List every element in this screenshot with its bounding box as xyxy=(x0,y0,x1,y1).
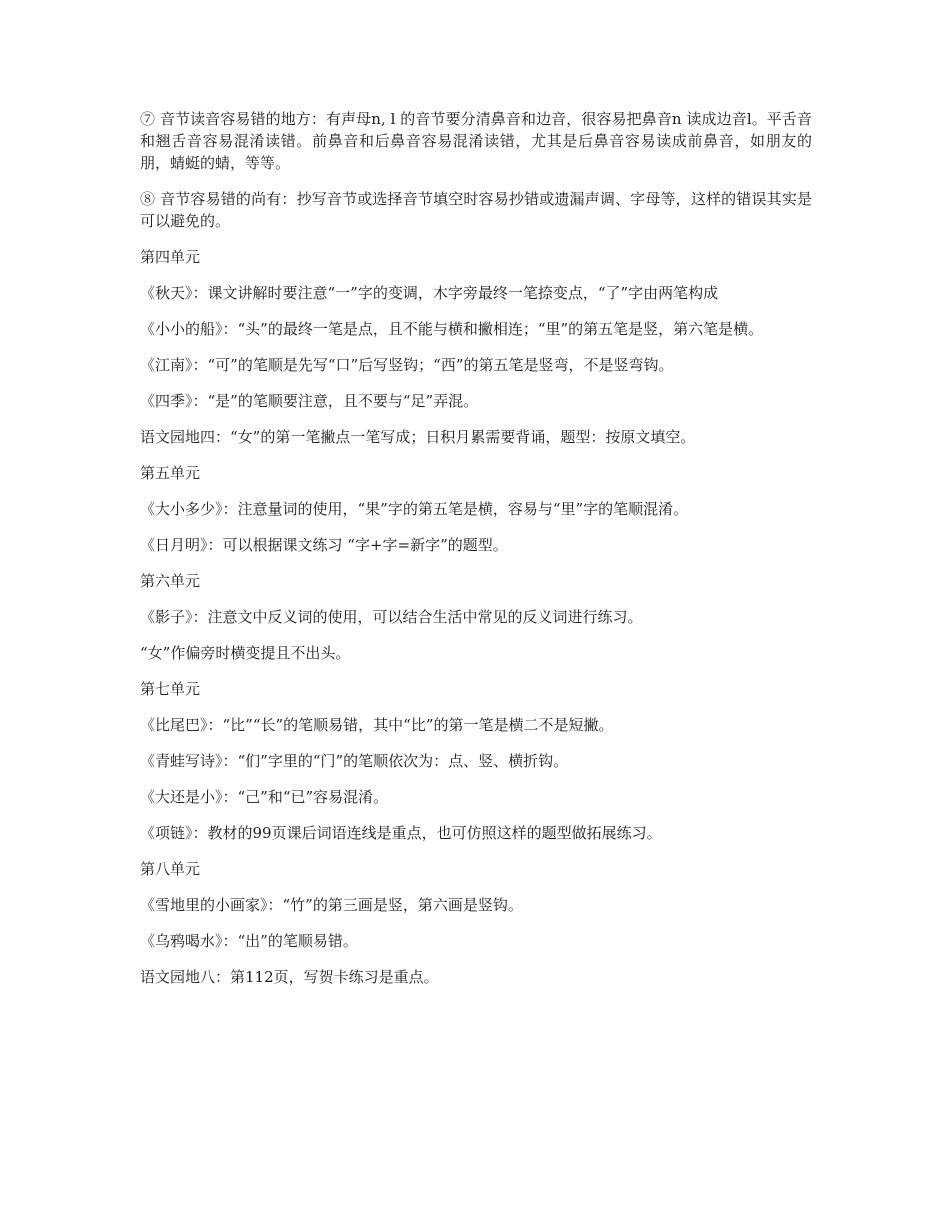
lesson-note-radical-nv: “女”作偏旁时横变提且不出头。 xyxy=(140,644,351,662)
unit-heading-5: 第五单元 xyxy=(140,464,201,482)
lesson-note-big-or-small: 《大还是小》：“己”和“已”容易混淆。 xyxy=(140,788,389,806)
lesson-note-little-boat: 《小小的船》：“头”的最终一笔是点，且不能与横和撇相连；“里”的第五笔是竖，第六笔是横。 xyxy=(140,320,764,338)
lesson-note-necklace: 《项链》：教材的99页课后词语连线是重点，也可仿照这样的题型做拓展练习。 xyxy=(140,824,662,842)
lesson-note-snow-painters: 《雪地里的小画家》：“竹”的第三画是竖，第六画是竖钩。 xyxy=(140,896,523,914)
unit-heading-7: 第七单元 xyxy=(140,680,201,698)
paragraph-syllable-errors-7: ⑦ 音节读音容易错的地方：有声母n, l 的音节要分清鼻音和边音，很容易把鼻音n 读成边音l。平舌音和翘舌音容易混淆读错。前鼻音和后鼻音容易混淆读错，尤其是后鼻音容易读成前鼻音，如朋友的朋，蜻蜓的蜻，等等。 xyxy=(140,110,812,172)
unit-heading-4: 第四单元 xyxy=(140,248,201,266)
lesson-note-garden-4: 语文园地四：“女”的第一笔撇点一笔写成；日积月累需要背诵，题型：按原文填空。 xyxy=(140,428,696,446)
lesson-note-autumn: 《秋天》：课文讲解时要注意“一”字的变调，木字旁最终一笔捺变点，“了”字由两笔构成 xyxy=(140,284,719,302)
lesson-note-frog-poem: 《青蛙写诗》：“们”字里的“门”的笔顺依次为：点、竖、横折钩。 xyxy=(140,752,569,770)
lesson-note-compare-tails: 《比尾巴》：“比”“长”的笔顺易错，其中“比”的第一笔是横二不是短撇。 xyxy=(140,716,614,734)
lesson-note-crow-drinks: 《乌鸦喝水》：“出”的笔顺易错。 xyxy=(140,932,358,950)
unit-heading-8: 第八单元 xyxy=(140,860,201,878)
lesson-note-shadow: 《影子》：注意文中反义词的使用，可以结合生活中常见的反义词进行练习。 xyxy=(140,608,643,626)
paragraph-syllable-errors-8: ⑧ 音节容易错的尚有：抄写音节或选择音节填空时容易抄错或遗漏声调、字母等，这样的错误其实是可以避免的。 xyxy=(140,190,812,230)
document-page xyxy=(140,108,812,1002)
lesson-note-garden-8: 语文园地八：第112页，写贺卡练习是重点。 xyxy=(140,968,439,986)
unit-heading-6: 第六单元 xyxy=(140,572,201,590)
lesson-note-size-quantity: 《大小多少》：注意量词的使用，“果”字的第五笔是横，容易与“里”字的笔顺混淆。 xyxy=(140,500,689,518)
lesson-note-four-seasons: 《四季》：“是”的笔顺要注意，且不要与“足”弄混。 xyxy=(140,392,479,410)
lesson-note-sun-moon-bright: 《日月明》：可以根据课文练习 “字+字=新字”的题型。 xyxy=(140,536,508,554)
lesson-note-jiangnan: 《江南》：“可”的笔顺是先写“口”后写竖钩；“西”的第五笔是竖弯，不是竖弯钩。 xyxy=(140,356,674,374)
